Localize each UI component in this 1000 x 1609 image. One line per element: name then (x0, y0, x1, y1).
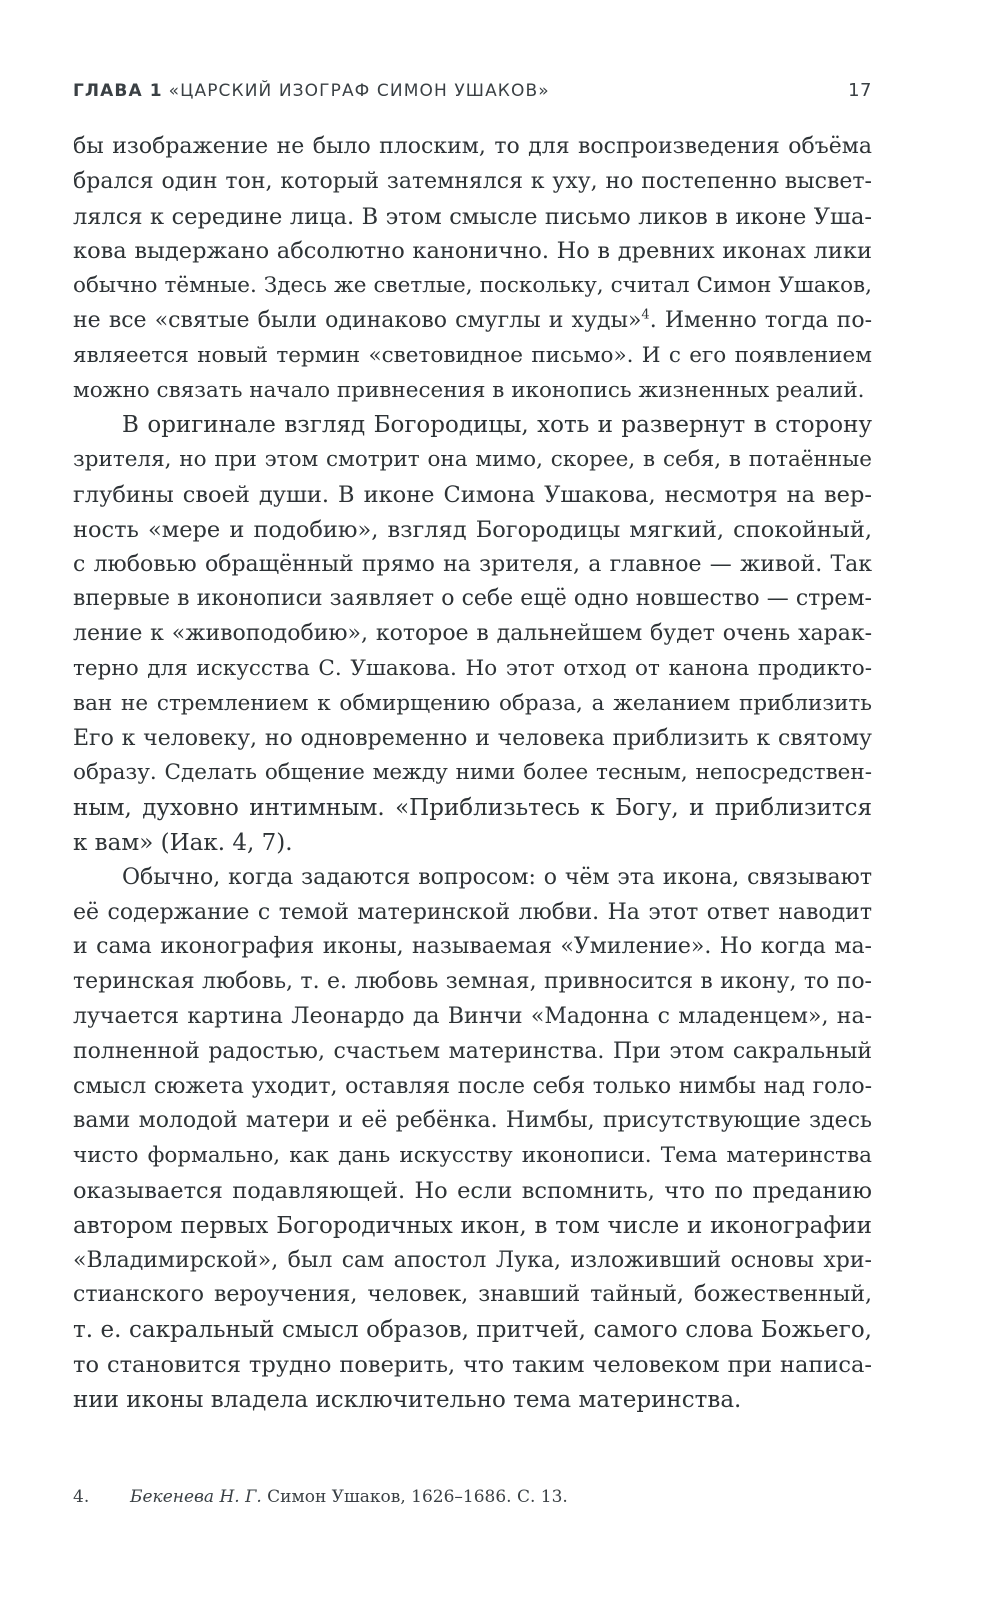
text-line: с любовью обращённый прямо на зрителя, а главное — живой. Так (73, 551, 872, 577)
text-line: бы изображение не было плоским, то для воспроизведения объёма (73, 134, 872, 159)
text-line: т. е. сакральный смысл образов, притчей, самого слова Божьего, (73, 1317, 872, 1344)
text-line: и сама иконография иконы, называемая «Умиление». Но когда ма- (73, 934, 872, 960)
text-line: зрителя, но при этом смотрит она мимо, скорее, в себя, в потаённые (73, 447, 872, 473)
footnote (73, 1487, 568, 1507)
text-line: «Владимирской», был сам апостол Лука, изложивший основы хри- (73, 1247, 872, 1273)
body-text (73, 130, 872, 1417)
text-line: автором первых Богородичных икон, в том числе и иконографии (73, 1212, 872, 1239)
text-line: полненной радостью, счастьем материнства. При этом сакральный (73, 1038, 872, 1064)
text-line: Обычно, когда задаются вопросом: о чём эта икона, связывают (122, 864, 872, 890)
text-line: обычно тёмные. Здесь же светлые, поскольку, считал Симон Ушаков, (73, 273, 872, 299)
text-line: её содержание с темой материнской любви. На этот ответ наводит (73, 899, 872, 925)
text-line: брался один тон, который затемнялся к уху, но постепенно высвет- (73, 168, 872, 194)
text-line: глубины своей души. В иконе Симона Ушакова, несмотря на вер- (73, 481, 872, 508)
text-line: нии иконы владела исключительно тема материнства. (73, 1386, 742, 1413)
footnote-ref[interactable]: 4 (641, 307, 650, 323)
chapter-label: ГЛАВА 1 (73, 81, 163, 101)
chapter-title: «ЦАРСКИЙ ИЗОГРАФ СИМОН УШАКОВ» (168, 81, 550, 101)
text-fragment: . Именно тогда по- (649, 307, 872, 333)
text-line: ление к «живоподобию», которое в дальнейшем будет очень харак- (73, 621, 872, 647)
text-line: лучается картина Леонардо да Винчи «Мадонна с младенцем», на- (73, 1003, 872, 1029)
text-line: впервые в иконописи заявляет о себе ещё одно новшество — стрем- (73, 586, 872, 612)
footnote-text: Симон Ушаков, 1626–1686. С. 13. (267, 1487, 568, 1507)
text-line: ван не стремлением к обмирщению образа, а желанием приблизить (73, 690, 872, 716)
text-line: оказывается подавляющей. Но если вспомнить, что по преданию (73, 1177, 872, 1204)
chapter-heading (73, 81, 550, 101)
text-line: являеется новый термин «световидное письмо». И с его появлением (73, 342, 872, 368)
paragraph-2 (73, 408, 872, 860)
text-line: Его к человеку, но одновременно и человека приблизить к святому (73, 725, 872, 751)
text-line: стианского вероучения, человек, знавший тайный, божественный, (73, 1282, 872, 1308)
text-line: В оригинале взгляд Богородицы, хоть и развернут в сторону (122, 412, 872, 439)
text-line: вами молодой матери и её ребёнка. Нимбы, присутствующие здесь (73, 1108, 872, 1134)
text-line: терно для искусства С. Ушакова. Но этот отход от канона продикто- (73, 655, 872, 681)
text-line: то становится трудно поверить, что таким человеком при написа- (73, 1351, 872, 1378)
text-line: ным, духовно интимным. «Приблизьтесь к Богу, и приблизится (73, 795, 872, 822)
text-line: образу. Сделать общение между ними более тесным, непосредствен- (73, 760, 872, 786)
text-fragment: не все «святые были одинаково смуглы и худы» (73, 307, 642, 333)
text-line-with-footnote (73, 304, 872, 339)
footnote-author: Бекенева Н. Г. (130, 1487, 262, 1507)
text-line: лялся к середине лица. В этом смысле письмо ликов в иконе Уша- (73, 203, 872, 230)
text-line: ность «мере и подобию», взгляд Богородицы мягкий, спокойный, (73, 516, 872, 543)
footnote-number: 4. (73, 1487, 90, 1507)
paragraph-3 (73, 861, 872, 1418)
text-line: кова выдержано абсолютно канонично. Но в древних иконах лики (73, 238, 872, 265)
paragraph-1 (73, 130, 872, 408)
text-line: к вам» (Иак. 4, 7). (73, 829, 293, 856)
text-line: можно связать начало привнесения в иконопись жизненных реалий. (73, 377, 865, 403)
text-line: теринская любовь, т. е. любовь земная, привносится в икону, то по- (73, 969, 872, 995)
running-head (73, 80, 872, 106)
page-number: 17 (848, 80, 872, 101)
text-line: смысл сюжета уходит, оставляя после себя только нимбы над голо- (73, 1073, 872, 1099)
text-line: чисто формально, как дань искусству иконописи. Тема материнства (73, 1143, 872, 1169)
